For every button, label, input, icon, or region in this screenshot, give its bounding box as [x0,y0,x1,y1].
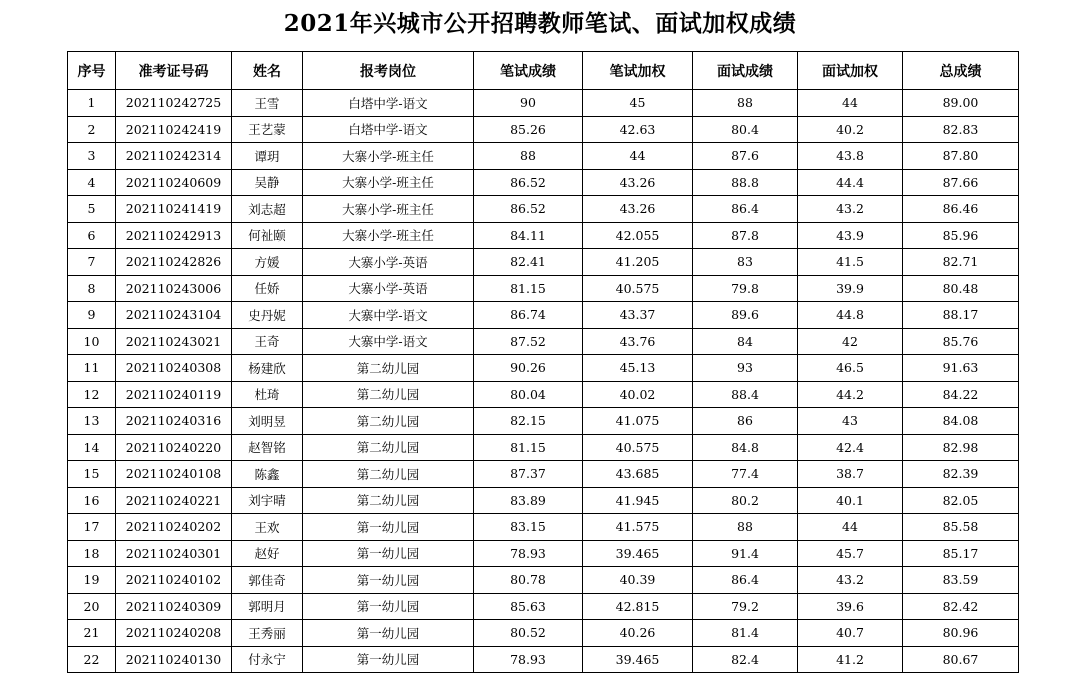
cell-total-score: 85.96 [903,222,1019,249]
cell-interview-score: 86.4 [693,196,798,223]
cell-position: 第二幼儿园 [303,434,474,461]
cell-seq: 13 [68,408,116,435]
cell-written-score: 86.52 [474,196,583,223]
cell-total-score: 86.46 [903,196,1019,223]
cell-written-weighted: 45 [583,90,693,117]
table-row [68,593,1019,620]
cell-written-weighted: 39.465 [583,540,693,567]
cell-interview-weighted: 41.2 [798,646,903,673]
cell-total-score: 83.59 [903,567,1019,594]
cell-total-score: 85.17 [903,540,1019,567]
cell-written-score: 90.26 [474,355,583,382]
cell-seq: 15 [68,461,116,488]
cell-ticket-number: 202110240609 [116,169,232,196]
cell-name: 方媛 [232,249,303,276]
cell-written-weighted: 43.37 [583,302,693,329]
header-total-score: 总成绩 [903,52,1019,90]
cell-ticket-number: 202110243006 [116,275,232,302]
header-position: 报考岗位 [303,52,474,90]
cell-seq: 12 [68,381,116,408]
cell-interview-score: 88 [693,90,798,117]
cell-seq: 4 [68,169,116,196]
cell-total-score: 85.58 [903,514,1019,541]
table-row [68,222,1019,249]
cell-written-score: 85.26 [474,116,583,143]
cell-ticket-number: 202110241419 [116,196,232,223]
cell-name: 史丹妮 [232,302,303,329]
cell-ticket-number: 202110242314 [116,143,232,170]
table-row [68,196,1019,223]
cell-interview-weighted: 39.9 [798,275,903,302]
cell-written-weighted: 41.075 [583,408,693,435]
cell-written-score: 86.74 [474,302,583,329]
cell-interview-score: 79.2 [693,593,798,620]
cell-ticket-number: 202110242913 [116,222,232,249]
cell-position: 大寨小学-班主任 [303,222,474,249]
cell-written-weighted: 41.945 [583,487,693,514]
cell-position: 第二幼儿园 [303,381,474,408]
cell-name: 王欢 [232,514,303,541]
cell-ticket-number: 202110242725 [116,90,232,117]
cell-interview-score: 84 [693,328,798,355]
cell-total-score: 89.00 [903,90,1019,117]
cell-interview-score: 81.4 [693,620,798,647]
cell-position: 大寨中学-语文 [303,302,474,329]
cell-position: 第二幼儿园 [303,487,474,514]
cell-position: 大寨小学-英语 [303,275,474,302]
cell-total-score: 80.96 [903,620,1019,647]
cell-name: 谭玥 [232,143,303,170]
cell-interview-weighted: 42 [798,328,903,355]
cell-interview-score: 87.8 [693,222,798,249]
cell-interview-weighted: 44.8 [798,302,903,329]
cell-written-score: 80.04 [474,381,583,408]
cell-interview-weighted: 40.2 [798,116,903,143]
cell-position: 白塔中学-语文 [303,116,474,143]
cell-ticket-number: 202110240220 [116,434,232,461]
cell-position: 第一幼儿园 [303,567,474,594]
cell-seq: 8 [68,275,116,302]
cell-written-weighted: 40.39 [583,567,693,594]
cell-written-weighted: 41.575 [583,514,693,541]
cell-interview-weighted: 43.8 [798,143,903,170]
cell-name: 何祉颐 [232,222,303,249]
cell-seq: 17 [68,514,116,541]
cell-interview-weighted: 41.5 [798,249,903,276]
cell-ticket-number: 202110242826 [116,249,232,276]
cell-position: 大寨中学-语文 [303,328,474,355]
cell-seq: 10 [68,328,116,355]
table-row [68,355,1019,382]
cell-interview-score: 86 [693,408,798,435]
cell-written-weighted: 40.575 [583,275,693,302]
cell-position: 大寨小学-班主任 [303,169,474,196]
cell-interview-weighted: 44.2 [798,381,903,408]
cell-seq: 7 [68,249,116,276]
cell-name: 刘志超 [232,196,303,223]
cell-name: 杜琦 [232,381,303,408]
cell-seq: 14 [68,434,116,461]
cell-interview-weighted: 43.9 [798,222,903,249]
cell-seq: 20 [68,593,116,620]
page-title: 2021年兴城市公开招聘教师笔试、面试加权成绩 [283,10,797,37]
table-row [68,620,1019,647]
cell-ticket-number: 202110240316 [116,408,232,435]
cell-interview-weighted: 43 [798,408,903,435]
cell-seq: 11 [68,355,116,382]
cell-ticket-number: 202110242419 [116,116,232,143]
cell-name: 王秀丽 [232,620,303,647]
cell-interview-score: 88.4 [693,381,798,408]
cell-total-score: 84.08 [903,408,1019,435]
cell-seq: 1 [68,90,116,117]
cell-ticket-number: 202110240108 [116,461,232,488]
cell-position: 大寨小学-英语 [303,249,474,276]
cell-written-score: 78.93 [474,646,583,673]
cell-written-weighted: 41.205 [583,249,693,276]
cell-written-score: 87.52 [474,328,583,355]
cell-name: 郭明月 [232,593,303,620]
cell-written-weighted: 43.26 [583,169,693,196]
cell-interview-weighted: 44 [798,514,903,541]
table-row [68,540,1019,567]
cell-ticket-number: 202110240308 [116,355,232,382]
cell-ticket-number: 202110243104 [116,302,232,329]
cell-written-score: 85.63 [474,593,583,620]
cell-seq: 5 [68,196,116,223]
cell-seq: 16 [68,487,116,514]
cell-position: 大寨小学-班主任 [303,196,474,223]
cell-interview-score: 80.4 [693,116,798,143]
cell-total-score: 82.39 [903,461,1019,488]
cell-interview-score: 93 [693,355,798,382]
table-row [68,434,1019,461]
cell-total-score: 80.48 [903,275,1019,302]
cell-written-score: 83.15 [474,514,583,541]
header-interview-weighted: 面试加权 [798,52,903,90]
cell-total-score: 91.63 [903,355,1019,382]
cell-interview-score: 82.4 [693,646,798,673]
cell-written-weighted: 42.055 [583,222,693,249]
table-row [68,143,1019,170]
cell-interview-weighted: 40.7 [798,620,903,647]
cell-written-score: 84.11 [474,222,583,249]
cell-name: 任娇 [232,275,303,302]
table-row [68,381,1019,408]
cell-position: 白塔中学-语文 [303,90,474,117]
cell-seq: 22 [68,646,116,673]
cell-written-score: 81.15 [474,434,583,461]
cell-seq: 19 [68,567,116,594]
cell-name: 郭佳奇 [232,567,303,594]
cell-position: 第二幼儿园 [303,355,474,382]
cell-interview-score: 77.4 [693,461,798,488]
table-row [68,514,1019,541]
cell-written-score: 87.37 [474,461,583,488]
table-body [68,90,1019,673]
cell-total-score: 85.76 [903,328,1019,355]
cell-ticket-number: 202110240208 [116,620,232,647]
cell-name: 王雪 [232,90,303,117]
cell-interview-weighted: 40.1 [798,487,903,514]
cell-interview-weighted: 38.7 [798,461,903,488]
cell-written-score: 90 [474,90,583,117]
cell-ticket-number: 202110240130 [116,646,232,673]
cell-written-weighted: 40.575 [583,434,693,461]
table-row [68,461,1019,488]
cell-written-weighted: 42.815 [583,593,693,620]
cell-interview-score: 88 [693,514,798,541]
cell-total-score: 82.42 [903,593,1019,620]
cell-name: 刘明昱 [232,408,303,435]
cell-name: 王艺蒙 [232,116,303,143]
cell-ticket-number: 202110240102 [116,567,232,594]
table-row [68,567,1019,594]
cell-interview-weighted: 43.2 [798,196,903,223]
cell-interview-score: 88.8 [693,169,798,196]
cell-name: 付永宁 [232,646,303,673]
cell-interview-score: 87.6 [693,143,798,170]
cell-seq: 18 [68,540,116,567]
cell-seq: 9 [68,302,116,329]
cell-total-score: 82.71 [903,249,1019,276]
table-row [68,275,1019,302]
header-written-weighted: 笔试加权 [583,52,693,90]
cell-interview-score: 84.8 [693,434,798,461]
header-written-score: 笔试成绩 [474,52,583,90]
cell-interview-weighted: 46.5 [798,355,903,382]
cell-position: 第二幼儿园 [303,461,474,488]
cell-position: 大寨小学-班主任 [303,143,474,170]
table-row [68,408,1019,435]
cell-written-score: 81.15 [474,275,583,302]
cell-ticket-number: 202110240119 [116,381,232,408]
cell-written-score: 82.41 [474,249,583,276]
cell-name: 陈鑫 [232,461,303,488]
table-row [68,328,1019,355]
cell-seq: 6 [68,222,116,249]
cell-name: 吴静 [232,169,303,196]
cell-seq: 21 [68,620,116,647]
header-interview-score: 面试成绩 [693,52,798,90]
header-seq: 序号 [68,52,116,90]
cell-seq: 3 [68,143,116,170]
cell-interview-weighted: 43.2 [798,567,903,594]
cell-written-weighted: 45.13 [583,355,693,382]
cell-interview-weighted: 42.4 [798,434,903,461]
table-row [68,249,1019,276]
cell-interview-score: 79.8 [693,275,798,302]
cell-written-score: 78.93 [474,540,583,567]
cell-name: 赵好 [232,540,303,567]
header-row [68,52,1019,90]
cell-written-weighted: 40.02 [583,381,693,408]
score-table [67,51,1019,673]
cell-ticket-number: 202110240221 [116,487,232,514]
cell-written-weighted: 43.26 [583,196,693,223]
cell-ticket-number: 202110240301 [116,540,232,567]
cell-written-weighted: 44 [583,143,693,170]
cell-interview-weighted: 44 [798,90,903,117]
cell-written-score: 86.52 [474,169,583,196]
cell-ticket-number: 202110240309 [116,593,232,620]
cell-interview-weighted: 45.7 [798,540,903,567]
cell-name: 杨建欣 [232,355,303,382]
cell-total-score: 87.66 [903,169,1019,196]
cell-position: 第一幼儿园 [303,540,474,567]
cell-interview-weighted: 44.4 [798,169,903,196]
cell-written-weighted: 43.685 [583,461,693,488]
cell-total-score: 82.83 [903,116,1019,143]
cell-position: 第一幼儿园 [303,620,474,647]
cell-interview-score: 83 [693,249,798,276]
cell-name: 刘宇晴 [232,487,303,514]
table-row [68,487,1019,514]
cell-position: 第一幼儿园 [303,646,474,673]
table-row [68,169,1019,196]
cell-total-score: 87.80 [903,143,1019,170]
cell-written-score: 82.15 [474,408,583,435]
cell-written-score: 88 [474,143,583,170]
cell-written-weighted: 42.63 [583,116,693,143]
cell-interview-score: 91.4 [693,540,798,567]
cell-total-score: 82.98 [903,434,1019,461]
cell-interview-score: 80.2 [693,487,798,514]
table-row [68,90,1019,117]
cell-position: 第一幼儿园 [303,593,474,620]
header-ticket-number: 准考证号码 [116,52,232,90]
cell-seq: 2 [68,116,116,143]
table-row [68,646,1019,673]
table-row [68,302,1019,329]
cell-interview-score: 89.6 [693,302,798,329]
cell-written-weighted: 39.465 [583,646,693,673]
table-row [68,116,1019,143]
cell-name: 赵智铭 [232,434,303,461]
cell-interview-score: 86.4 [693,567,798,594]
cell-total-score: 82.05 [903,487,1019,514]
cell-written-score: 83.89 [474,487,583,514]
cell-name: 王奇 [232,328,303,355]
cell-written-score: 80.52 [474,620,583,647]
cell-written-weighted: 43.76 [583,328,693,355]
cell-written-score: 80.78 [474,567,583,594]
header-name: 姓名 [232,52,303,90]
cell-interview-weighted: 39.6 [798,593,903,620]
cell-ticket-number: 202110243021 [116,328,232,355]
cell-written-weighted: 40.26 [583,620,693,647]
cell-total-score: 80.67 [903,646,1019,673]
cell-position: 第一幼儿园 [303,514,474,541]
cell-ticket-number: 202110240202 [116,514,232,541]
cell-position: 第二幼儿园 [303,408,474,435]
cell-total-score: 84.22 [903,381,1019,408]
cell-total-score: 88.17 [903,302,1019,329]
